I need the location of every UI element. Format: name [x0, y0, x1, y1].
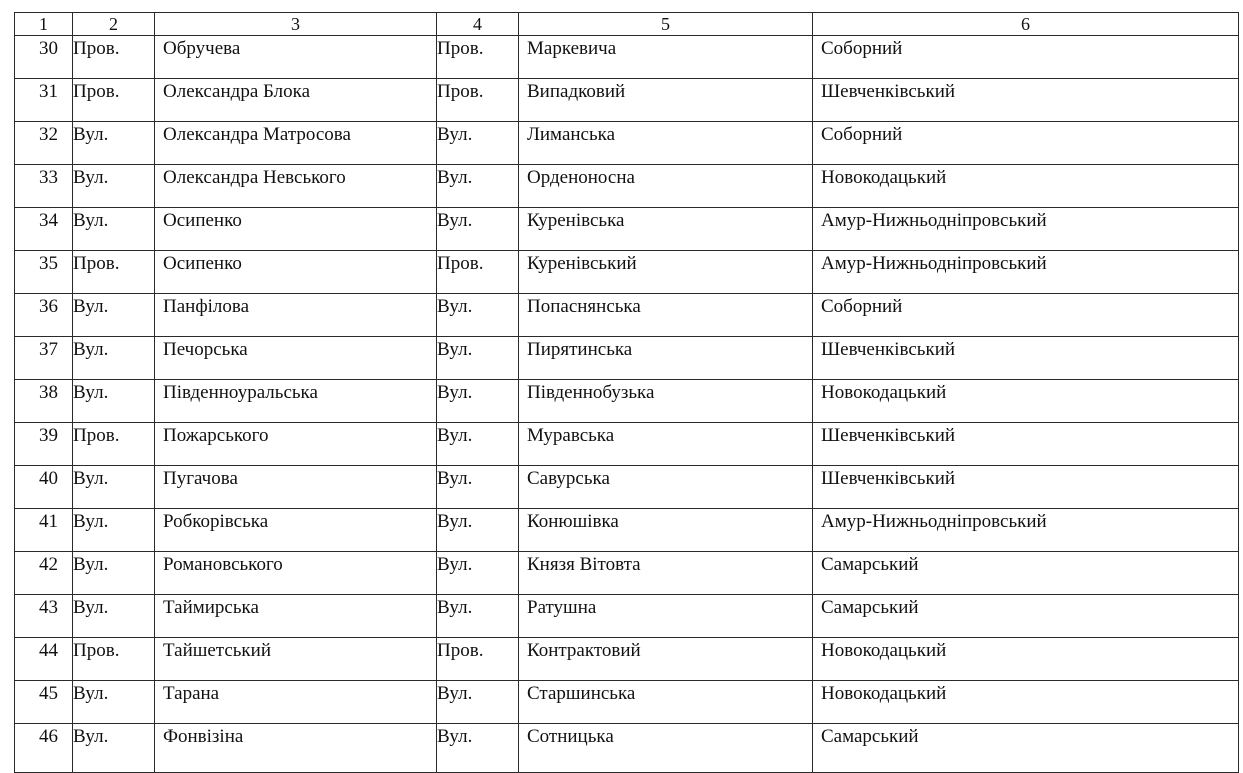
table-row	[15, 724, 1239, 773]
old-type-cell: Вул.	[73, 337, 155, 380]
district-cell: Соборний	[813, 122, 1239, 165]
new-name-cell: Маркевича	[519, 36, 813, 79]
table-row	[15, 423, 1239, 466]
row-number-cell: 36	[15, 294, 73, 337]
old-name-cell: Обручева	[155, 36, 437, 79]
new-name-cell: Випадковий	[519, 79, 813, 122]
new-name-cell: Конюшівка	[519, 509, 813, 552]
district-cell: Самарський	[813, 724, 1239, 773]
district-cell: Шевченківський	[813, 423, 1239, 466]
table-row	[15, 638, 1239, 681]
table-row	[15, 251, 1239, 294]
row-number-cell: 46	[15, 724, 73, 773]
old-type-cell: Вул.	[73, 595, 155, 638]
old-type-cell: Пров.	[73, 36, 155, 79]
new-name-cell: Савурська	[519, 466, 813, 509]
header-cell-2: 2	[73, 13, 155, 36]
district-cell: Шевченківський	[813, 466, 1239, 509]
district-cell: Шевченківський	[813, 337, 1239, 380]
header-cell-1: 1	[15, 13, 73, 36]
new-name-cell: Пирятинська	[519, 337, 813, 380]
old-name-cell: Панфілова	[155, 294, 437, 337]
old-type-cell: Вул.	[73, 509, 155, 552]
old-name-cell: Таймирська	[155, 595, 437, 638]
district-cell: Шевченківський	[813, 79, 1239, 122]
district-cell: Новокодацький	[813, 681, 1239, 724]
new-name-cell: Контрактовий	[519, 638, 813, 681]
old-type-cell: Вул.	[73, 208, 155, 251]
new-name-cell: Куренівська	[519, 208, 813, 251]
old-name-cell: Олександра Блока	[155, 79, 437, 122]
row-number-cell: 44	[15, 638, 73, 681]
new-type-cell: Вул.	[437, 165, 519, 208]
table-row	[15, 466, 1239, 509]
new-name-cell: Князя Вітовта	[519, 552, 813, 595]
table-row	[15, 552, 1239, 595]
row-number-cell: 38	[15, 380, 73, 423]
table-header-row	[15, 13, 1239, 36]
new-type-cell: Пров.	[437, 36, 519, 79]
table-row	[15, 294, 1239, 337]
new-type-cell: Вул.	[437, 681, 519, 724]
new-type-cell: Вул.	[437, 552, 519, 595]
old-type-cell: Вул.	[73, 122, 155, 165]
row-number-cell: 33	[15, 165, 73, 208]
new-name-cell: Сотницька	[519, 724, 813, 773]
table-row	[15, 208, 1239, 251]
old-name-cell: Робкорівська	[155, 509, 437, 552]
document-page	[14, 12, 1238, 773]
new-name-cell: Старшинська	[519, 681, 813, 724]
street-renaming-table	[14, 12, 1239, 773]
new-name-cell: Лиманська	[519, 122, 813, 165]
district-cell: Самарський	[813, 552, 1239, 595]
new-type-cell: Пров.	[437, 638, 519, 681]
old-name-cell: Пугачова	[155, 466, 437, 509]
district-cell: Самарський	[813, 595, 1239, 638]
old-type-cell: Вул.	[73, 380, 155, 423]
new-name-cell: Муравська	[519, 423, 813, 466]
district-cell: Амур-Нижньодніпровський	[813, 509, 1239, 552]
new-name-cell: Куренівський	[519, 251, 813, 294]
old-name-cell: Південноуральська	[155, 380, 437, 423]
old-name-cell: Романовського	[155, 552, 437, 595]
old-name-cell: Осипенко	[155, 251, 437, 294]
district-cell: Амур-Нижньодніпровський	[813, 251, 1239, 294]
old-name-cell: Тарана	[155, 681, 437, 724]
old-type-cell: Пров.	[73, 251, 155, 294]
new-name-cell: Орденоносна	[519, 165, 813, 208]
district-cell: Соборний	[813, 294, 1239, 337]
table-row	[15, 681, 1239, 724]
old-name-cell: Олександра Невського	[155, 165, 437, 208]
row-number-cell: 40	[15, 466, 73, 509]
old-type-cell: Пров.	[73, 638, 155, 681]
table-row	[15, 122, 1239, 165]
header-cell-3: 3	[155, 13, 437, 36]
district-cell: Новокодацький	[813, 380, 1239, 423]
new-type-cell: Вул.	[437, 380, 519, 423]
old-name-cell: Фонвізіна	[155, 724, 437, 773]
new-type-cell: Вул.	[437, 208, 519, 251]
new-name-cell: Ратушна	[519, 595, 813, 638]
district-cell: Соборний	[813, 36, 1239, 79]
row-number-cell: 35	[15, 251, 73, 294]
old-name-cell: Тайшетський	[155, 638, 437, 681]
new-name-cell: Південнобузька	[519, 380, 813, 423]
new-type-cell: Вул.	[437, 337, 519, 380]
table-row	[15, 79, 1239, 122]
district-cell: Амур-Нижньодніпровський	[813, 208, 1239, 251]
new-type-cell: Вул.	[437, 724, 519, 773]
new-type-cell: Вул.	[437, 509, 519, 552]
old-type-cell: Вул.	[73, 294, 155, 337]
row-number-cell: 37	[15, 337, 73, 380]
new-type-cell: Вул.	[437, 294, 519, 337]
row-number-cell: 34	[15, 208, 73, 251]
new-type-cell: Вул.	[437, 466, 519, 509]
old-type-cell: Вул.	[73, 165, 155, 208]
district-cell: Новокодацький	[813, 638, 1239, 681]
new-type-cell: Пров.	[437, 79, 519, 122]
new-type-cell: Вул.	[437, 423, 519, 466]
header-cell-6: 6	[813, 13, 1239, 36]
row-number-cell: 39	[15, 423, 73, 466]
table-row	[15, 380, 1239, 423]
table-row	[15, 36, 1239, 79]
old-type-cell: Пров.	[73, 423, 155, 466]
row-number-cell: 41	[15, 509, 73, 552]
old-name-cell: Осипенко	[155, 208, 437, 251]
old-type-cell: Пров.	[73, 79, 155, 122]
header-cell-4: 4	[437, 13, 519, 36]
new-name-cell: Попаснянська	[519, 294, 813, 337]
row-number-cell: 30	[15, 36, 73, 79]
row-number-cell: 45	[15, 681, 73, 724]
old-type-cell: Вул.	[73, 681, 155, 724]
row-number-cell: 32	[15, 122, 73, 165]
old-type-cell: Вул.	[73, 466, 155, 509]
table-row	[15, 509, 1239, 552]
table-row	[15, 595, 1239, 638]
old-type-cell: Вул.	[73, 552, 155, 595]
old-name-cell: Печорська	[155, 337, 437, 380]
new-type-cell: Вул.	[437, 122, 519, 165]
table-row	[15, 337, 1239, 380]
new-type-cell: Вул.	[437, 595, 519, 638]
row-number-cell: 42	[15, 552, 73, 595]
old-name-cell: Олександра Матросова	[155, 122, 437, 165]
row-number-cell: 31	[15, 79, 73, 122]
new-type-cell: Пров.	[437, 251, 519, 294]
district-cell: Новокодацький	[813, 165, 1239, 208]
table-row	[15, 165, 1239, 208]
row-number-cell: 43	[15, 595, 73, 638]
old-name-cell: Пожарського	[155, 423, 437, 466]
header-cell-5: 5	[519, 13, 813, 36]
old-type-cell: Вул.	[73, 724, 155, 773]
